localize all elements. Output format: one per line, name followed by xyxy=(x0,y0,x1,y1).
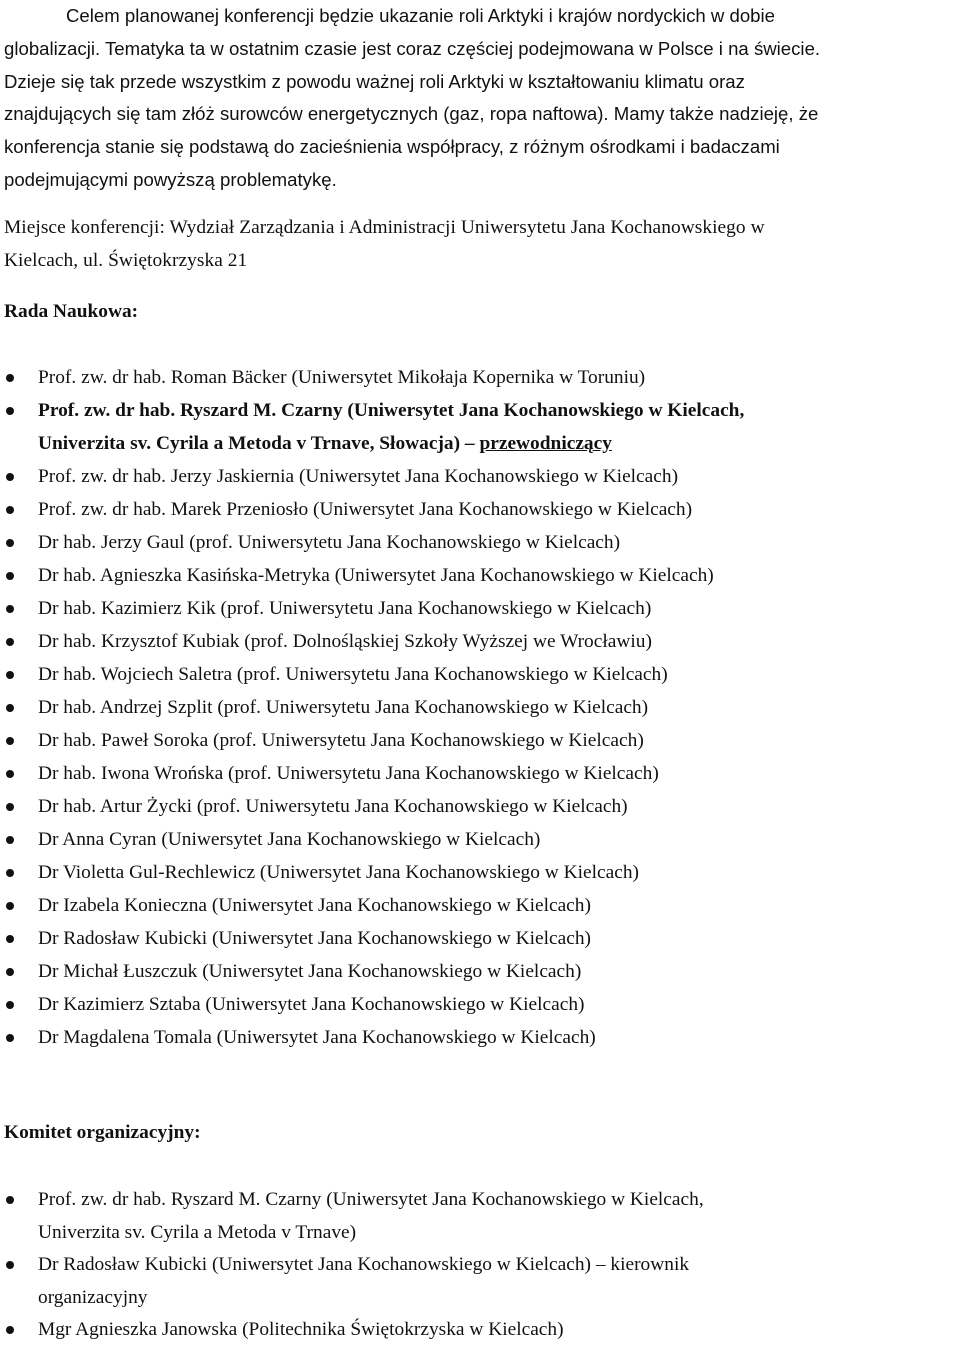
member-name: Dr hab. Andrzej Szplit (prof. Uniwersytetu Jana Kochanowskiego w Kielcach) xyxy=(38,697,649,718)
member-name: Dr hab. Artur Życki (prof. Uniwersytetu Jana Kochanowskiego w Kielcach) xyxy=(38,796,628,817)
venue-paragraph xyxy=(4,212,958,278)
member-affiliation: Univerzita sv. Cyrila a Metoda v Trnave, Słowacja) xyxy=(38,432,461,454)
bullet-icon xyxy=(6,473,14,481)
intro-line: globalizacji. Tematyka ta w ostatnim czasie jest coraz częściej podejmowana w Polsce i na świecie. xyxy=(4,37,821,59)
bullet-icon xyxy=(6,902,14,910)
list-item xyxy=(0,824,954,857)
list-item xyxy=(0,626,954,659)
intro-line: podejmującymi powyższą problematykę. xyxy=(4,168,337,190)
bullet-icon xyxy=(6,506,14,514)
member-name: Prof. zw. dr hab. Marek Przeniosło (Uniwersytet Jana Kochanowskiego w Kielcach) xyxy=(38,499,693,520)
member-name: Mgr Agnieszka Janowska (Politechnika Świętokrzyska w Kielcach) xyxy=(38,1319,564,1340)
member-name: Dr Izabela Konieczna (Uniwersytet Jana Kochanowskiego w Kielcach) xyxy=(38,895,591,916)
list-item xyxy=(0,593,954,626)
member-name-continued: organizacyjny xyxy=(38,1286,148,1308)
bullet-icon xyxy=(6,869,14,877)
list-item xyxy=(0,659,954,692)
member-name: Dr hab. Kazimierz Kik (prof. Uniwersytetu Jana Kochanowskiego w Kielcach) xyxy=(38,598,652,619)
bullet-icon xyxy=(6,1196,14,1204)
bullet-icon xyxy=(6,605,14,613)
member-name: Dr Magdalena Tomala (Uniwersytet Jana Kochanowskiego w Kielcach) xyxy=(38,1027,596,1048)
member-name: Prof. zw. dr hab. Jerzy Jaskiernia (Uniwersytet Jana Kochanowskiego w Kielcach) xyxy=(38,466,679,487)
intro-line: konferencja stanie się podstawą do zacieśnienia współpracy, z różnym ośrodkami i badaczami xyxy=(4,136,780,158)
member-name: Dr hab. Iwona Wrońska (prof. Uniwersytetu Jana Kochanowskiego w Kielcach) xyxy=(38,763,659,784)
member-name: Dr Violetta Gul-Rechlewicz (Uniwersytet Jana Kochanowskiego w Kielcach) xyxy=(38,862,639,883)
list-item xyxy=(0,1249,954,1314)
scientific-council-heading: Rada Naukowa: xyxy=(4,301,139,322)
bullet-icon xyxy=(6,836,14,844)
organizing-committee-heading: Komitet organizacyjny: xyxy=(4,1122,201,1143)
bullet-icon xyxy=(6,572,14,580)
bullet-icon xyxy=(6,374,14,382)
list-item xyxy=(0,461,954,494)
venue-line: Kielcach, ul. Świętokrzyska 21 xyxy=(4,249,248,271)
bullet-icon xyxy=(6,407,14,415)
bullet-icon xyxy=(6,737,14,745)
member-name: Dr hab. Krzysztof Kubiak (prof. Dolnośląskiej Szkoły Wyższej we Wrocławiu) xyxy=(38,631,652,652)
intro-line: Celem planowanej konferencji będzie ukazanie roli Arktyki i krajów nordyckich w dobie xyxy=(66,5,775,26)
list-item xyxy=(0,494,954,527)
list-item xyxy=(0,692,954,725)
member-name-continued: Univerzita sv. Cyrila a Metoda v Trnave, Słowacja) – przewodniczący xyxy=(38,432,612,454)
list-item xyxy=(0,989,954,1022)
member-name: Dr hab. Paweł Soroka (prof. Uniwersytetu Jana Kochanowskiego w Kielcach) xyxy=(38,730,644,751)
list-item xyxy=(0,362,954,395)
member-name: Prof. zw. dr hab. Ryszard M. Czarny (Uniwersytet Jana Kochanowskiego w Kielcach, xyxy=(38,1189,704,1210)
list-item xyxy=(0,1022,954,1055)
member-name-continued: Univerzita sv. Cyrila a Metoda v Trnave) xyxy=(38,1221,357,1243)
member-name: Dr Radosław Kubicki (Uniwersytet Jana Kochanowskiego w Kielcach) – kierownik xyxy=(38,1254,690,1275)
intro-line: Dzieje się tak przede wszystkim z powodu ważnej roli Arktyki w kształtowaniu klimatu oraz xyxy=(4,70,745,92)
bullet-icon xyxy=(6,1034,14,1042)
bullet-icon xyxy=(6,968,14,976)
member-name: Prof. zw. dr hab. Roman Bäcker (Uniwersytet Mikołaja Kopernika w Toruniu) xyxy=(38,367,646,388)
chair-label: przewodniczący xyxy=(479,432,612,454)
list-item xyxy=(0,956,954,989)
bullet-icon xyxy=(6,1001,14,1009)
member-name: Dr hab. Agnieszka Kasińska-Metryka (Uniwersytet Jana Kochanowskiego w Kielcach) xyxy=(38,565,714,586)
list-item xyxy=(0,890,954,923)
bullet-icon xyxy=(6,935,14,943)
scientific-council-list xyxy=(0,362,954,1055)
member-name: Dr hab. Wojciech Saletra (prof. Uniwersytetu Jana Kochanowskiego w Kielcach) xyxy=(38,664,668,685)
bullet-icon xyxy=(6,803,14,811)
bullet-icon xyxy=(6,1261,14,1269)
list-item xyxy=(0,1184,954,1249)
bullet-icon xyxy=(6,704,14,712)
member-name: Dr Michał Łuszczuk (Uniwersytet Jana Kochanowskiego w Kielcach) xyxy=(38,961,582,982)
intro-paragraph xyxy=(4,0,958,197)
organizing-committee-list xyxy=(0,1184,954,1346)
member-name: Prof. zw. dr hab. Ryszard M. Czarny (Uniwersytet Jana Kochanowskiego w Kielcach, xyxy=(38,400,745,421)
bullet-icon xyxy=(6,1326,14,1334)
member-name: Dr hab. Jerzy Gaul (prof. Uniwersytetu Jana Kochanowskiego w Kielcach) xyxy=(38,532,621,553)
list-item xyxy=(0,560,954,593)
member-name: Dr Kazimierz Sztaba (Uniwersytet Jana Kochanowskiego w Kielcach) xyxy=(38,994,585,1015)
bullet-icon xyxy=(6,770,14,778)
member-name: Dr Anna Cyran (Uniwersytet Jana Kochanowskiego w Kielcach) xyxy=(38,829,541,850)
bullet-icon xyxy=(6,539,14,547)
list-item xyxy=(0,527,954,560)
bullet-icon xyxy=(6,671,14,679)
list-item xyxy=(0,395,954,461)
bullet-icon xyxy=(6,638,14,646)
list-item xyxy=(0,923,954,956)
venue-line: Miejsce konferencji: Wydział Zarządzania i Administracji Uniwersytetu Jana Kochanowskiego w xyxy=(4,217,765,238)
list-item xyxy=(0,857,954,890)
intro-line: znajdujących się tam złóż surowców energetycznych (gaz, ropa naftowa). Mamy także nadzieję, że xyxy=(4,103,819,125)
member-name: Dr Radosław Kubicki (Uniwersytet Jana Kochanowskiego w Kielcach) xyxy=(38,928,592,949)
list-item xyxy=(0,1314,954,1346)
list-item xyxy=(0,758,954,791)
list-item xyxy=(0,725,954,758)
list-item xyxy=(0,791,954,824)
